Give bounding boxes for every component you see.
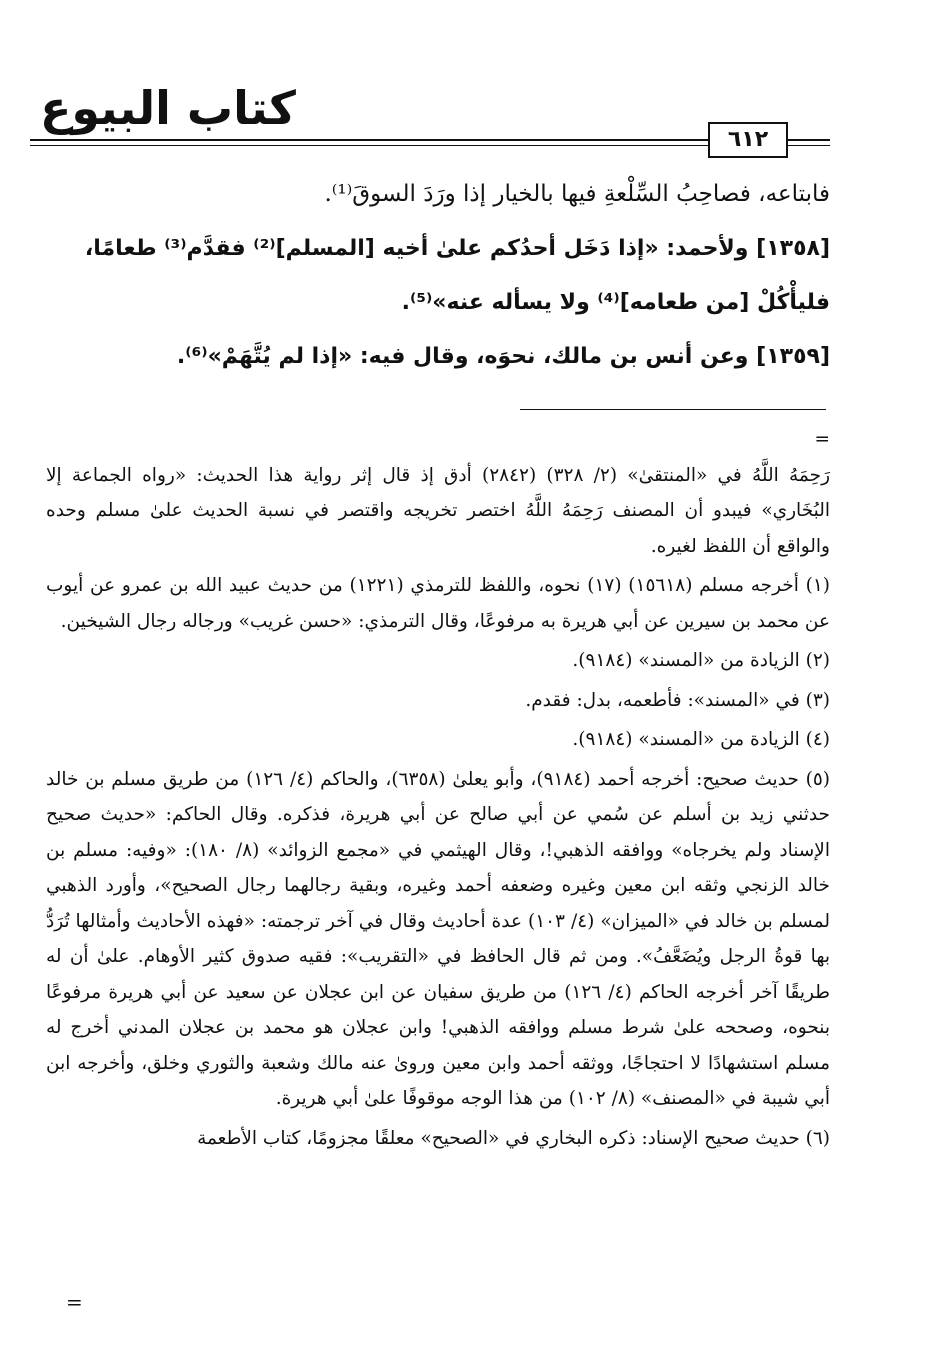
continuation-end-mark: = xyxy=(66,1290,83,1314)
footnote-3: (٣) في «المسند»: فأطعمه، بدل: فقدم. xyxy=(525,689,830,711)
main-text xyxy=(36,166,830,384)
hadith-text: وعن أنس بن مالك، نحوَه، وقال فيه: «إذا لم يُتَّهَمْ»⁽⁶⁾. xyxy=(176,344,749,369)
footnote-4: (٤) الزيادة من «المسند» (٩١٨٤). xyxy=(572,729,830,750)
continuation-mark: = xyxy=(814,429,830,450)
footnote-2: (٢) الزيادة من «المسند» (٩١٨٤). xyxy=(572,650,830,671)
footnote-6: (٦) حديث صحيح الإسناد: ذكره البخاري في «الصحيح» معلقًا مجزومًا، كتاب الأطعمة xyxy=(197,1127,830,1149)
hadith-number: [١٣٥٩] xyxy=(756,344,830,369)
page-number: ٦١٢ xyxy=(708,122,788,158)
hadith-text: ولأحمد: «إذا دَخَل أحدُكم علىٰ أخيه [المسلم]⁽²⁾ فقدَّم⁽³⁾ طعامًا، فليأْكُلْ [من طعامه]⁽⁴⁾ ولا يسأله عنه»⁽⁵⁾. xyxy=(84,236,830,315)
hadith-1359 xyxy=(36,330,830,384)
hadith-1358 xyxy=(36,222,830,330)
footnote-5: (٥) حديث صحيح: أخرجه أحمد (٩١٨٤)، وأبو يعلىٰ (٦٣٥٨)، والحاكم (٤/ ١٢٦) من طريق مسلم بن خالد حدثني زيد بن أسلم عن سُمي عن أبي صالح عن أبي هريرة، فذكره. وقال الحاكم: «حديث صحيح الإسناد ولم يخرجاه» ووافقه الذهبي!، وقال الهيثمي في «مجمع الزوائد» (٨/ ١٨٠): «وفيه: مسلم بن خالد الزنجي وثقه ابن معين وغيره وضعفه أحمد وغيره، وبقية رجالهما رجال الصحيح»، وأورد الذهبي لمسلم بن خالد في «الميزان» (٤/ ١٠٣) عدة أحاديث وقال في آخر ترجمته: «فهذه الأحاديث وأمثالها تُرَدُّ بها قوةُ الرجل ويُضَعَّفُ». ومن ثم قال الحافظ في «التقريب»: فقيه صدوق كثير الأوهام. علىٰ أن له طريقًا آخر أخرجه الحاكم (٤/ ١٢٦) من طريق سفيان عن ابن عجلان عن سعيد عن أبي هريرة مرفوعًا بنحوه، وصححه علىٰ شرط مسلم ووافقه الذهبي! وابن عجلان هو محمد بن عجلان المدني أخرج له مسلم استشهادًا لا احتجاجًا، ووثقه أحمد وابن معين وروىٰ عنه مالك وشعبة والثوري وخلق، وأخرجه ابن أبي شيبة في «المصنف» (٨/ ١٠٢) من هذا الوجه موقوفًا علىٰ أبي هريرة. xyxy=(46,768,831,1109)
footnote-continuation: رَحِمَهُ اللَّهُ في «المنتقىٰ» (٢/ ٣٢٨) (٢٨٤٢) أدق إذ قال إثر رواية هذا الحديث: «رواه الجماعة إلا البُخَاري» فيبدو أن المصنف رَحِمَهُ اللَّهُ اختصر تخريجه واقتصر في نسبة الحديث علىٰ مسلم وحده والواقع أن اللفظ لغيره. xyxy=(46,464,830,557)
hadith-number: [١٣٥٨] xyxy=(756,236,830,261)
footnotes xyxy=(46,422,830,1156)
footnote-1: (١) أخرجه مسلم (١٥٦١٨) (١٧) نحوه، واللفظ للترمذي (١٢٢١) من حديث عبيد الله بن عمرو عن أيوب عن محمد بن سيرين عن أبي هريرة به مرفوعًا، وقال الترمذي: «حسن غريب» ورجاله رجال الشيخين. xyxy=(46,575,830,632)
book-title: كتاب البيوع xyxy=(40,81,296,135)
main-line-1: فابتاعه، فصاحِبُ السِّلْعةِ فيها بالخيار إذا ورَدَ السوقَ⁽¹⁾. xyxy=(324,181,830,207)
footnote-separator xyxy=(520,409,826,410)
